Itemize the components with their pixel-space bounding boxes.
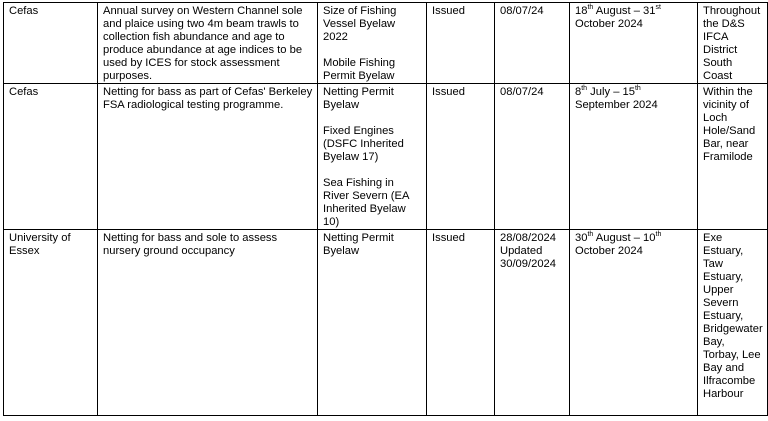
period-start-day: 8 (575, 86, 582, 98)
table-row (4, 84, 768, 230)
activity-cell: Annual survey on Western Channel sole and plaice using two 4m beam trawls to collection fish abundance and age to produce abundance at age indices to be used by ICES for stock assessment purposes. (98, 3, 318, 84)
location-cell: Exe Estuary, Taw Estuary, Upper Severn Estuary, Bridgewater Bay, Torbay, Lee Bay and Ilfracombe Harbour (698, 230, 768, 416)
period-end-suffix: st (655, 4, 661, 11)
byelaw-cell: Netting Permit Byelaw (318, 230, 427, 416)
period-middle: August – 31 (593, 5, 656, 17)
period-middle: August – 10 (593, 232, 656, 244)
period-cell (570, 3, 698, 84)
location-cell: Throughout the D&S IFCA District South Coast (698, 3, 768, 84)
activity-cell: Netting for bass as part of Cefas' Berkeley FSA radiological testing programme. (98, 84, 318, 230)
org-cell: Cefas (4, 84, 98, 230)
date-cell: 08/07/24 (495, 84, 570, 230)
period-start-suffix: th (587, 231, 594, 238)
org-cell: Cefas (4, 3, 98, 84)
byelaw-cell: Size of Fishing Vessel Byelaw 2022 Mobile Fishing Permit Byelaw (318, 3, 427, 84)
period-start-day: 30 (575, 232, 588, 244)
location-cell: Within the vicinity of Loch Hole/Sand Bar, near Framilode (698, 84, 768, 230)
period-start-day: 18 (575, 5, 588, 17)
table-row (4, 3, 768, 84)
status-cell: Issued (427, 3, 495, 84)
date-cell: 28/08/2024 Updated 30/09/2024 (495, 230, 570, 416)
activity-cell: Netting for bass and sole to assess nursery ground occupancy (98, 230, 318, 416)
permits-table (3, 2, 768, 416)
period-end: October 2024 (575, 245, 643, 257)
org-cell: University of Essex (4, 230, 98, 416)
period-cell (570, 230, 698, 416)
period-start-suffix: th (587, 4, 594, 11)
period-start-suffix: th (581, 85, 588, 92)
status-cell: Issued (427, 230, 495, 416)
period-end-suffix: th (655, 231, 662, 238)
period-end: September 2024 (575, 99, 658, 111)
table-row (4, 230, 768, 416)
period-end-suffix: th (634, 85, 641, 92)
status-cell: Issued (427, 84, 495, 230)
period-middle: July – 15 (587, 86, 635, 98)
byelaw-cell: Netting Permit Byelaw Fixed Engines (DSFC Inherited Byelaw 17) Sea Fishing in River Severn (EA Inherited Byelaw 10) (318, 84, 427, 230)
period-end: October 2024 (575, 18, 643, 30)
date-cell: 08/07/24 (495, 3, 570, 84)
period-cell (570, 84, 698, 230)
